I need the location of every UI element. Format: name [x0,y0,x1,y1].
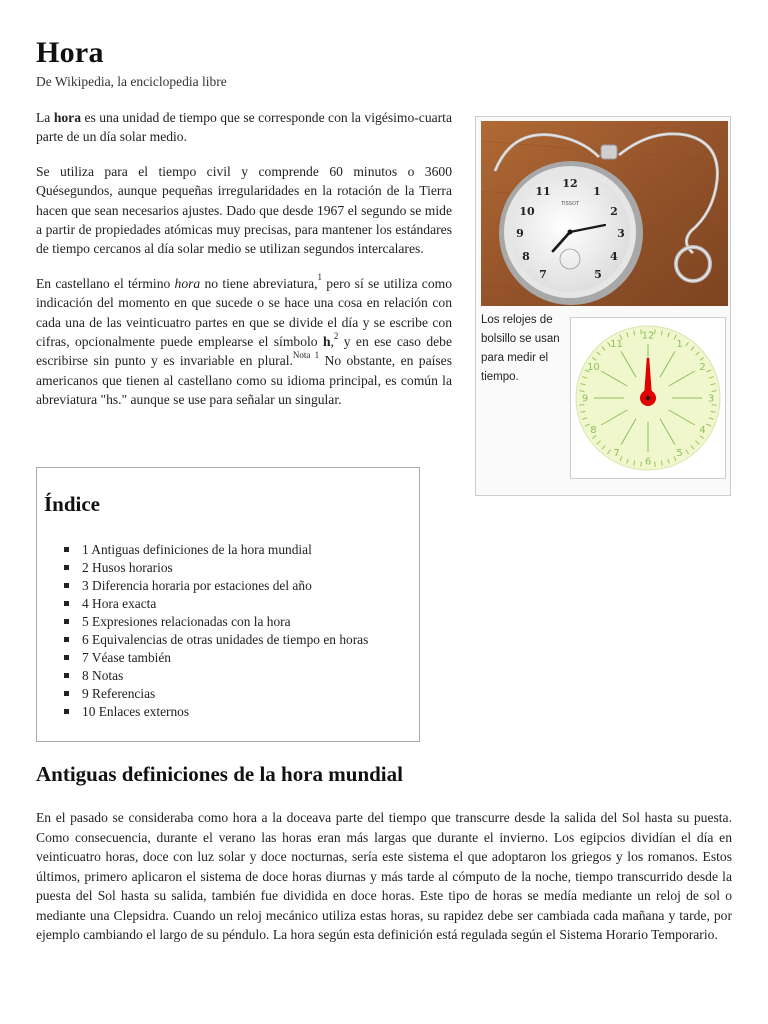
photo-numeral-10: 10 [519,205,535,218]
photo-numeral-9: 9 [516,227,524,240]
clock-number: 12 [641,330,655,342]
infobox-caption: Los relojes de bolsillo se usan para medir el tiempo. [481,314,560,383]
toc-item[interactable]: 4 Hora exacta [37,595,368,613]
toc-item[interactable]: 1 Antiguas definiciones de la hora mundial [37,541,368,559]
intro-text: La [36,110,54,125]
clock-diagram-frame [570,317,726,479]
term-italic: hora [174,275,201,291]
intro-text: No obstante, en países americanos que tienen al castellano como su idioma principal, es común la abreviatura "hs." aunque se use para señalar un singular. [36,353,452,408]
clock-number: 5 [676,448,683,460]
photo-numeral-8: 8 [522,250,530,263]
clock-number: 10 [587,362,600,373]
reference-link-1[interactable]: 1 [317,272,323,283]
clock-number: 8 [590,425,597,436]
clock-number: 9 [581,393,589,405]
photo-numeral-5: 5 [594,268,602,281]
clock-diagram[interactable] [571,318,725,478]
term-bold: hora [53,110,81,125]
clock-number: 6 [644,456,652,468]
clock-number: 4 [699,425,706,436]
intro-text: , [330,334,334,350]
intro-paragraph-2: Se utiliza para el tiempo civil y comprende 60 minutos o 3600 Quésegundos, aunque pequeñas irregularidades en la rotación de la Tierra hacen que sean necesarios ajustes. Dado que desde 1967 el segundo se mide a partir de propiedades atómicas muy precisas, para mantener los estándares de tiempo cercanos al día solar medio se utilizan segundos intercalares. [36,163,452,257]
toc-item[interactable]: 3 Diferencia horaria por estaciones del año [37,577,368,595]
clock-tick [712,405,717,406]
pocket-watch-image[interactable] [481,121,728,306]
note-link-1[interactable]: Nota 1 [292,349,320,360]
symbol-bold: h [322,334,331,350]
toc-item[interactable]: 8 Notas [37,667,368,685]
clock-tick [579,405,584,406]
toc-item[interactable]: 9 Referencias [37,685,368,703]
photo-numeral-4: 4 [610,250,618,263]
section-paragraph: En el pasado se consideraba como hora a la doceava parte del tiempo que transcurre desde la salida del Sol hasta su puesta. Como consecuencia, durante el verano las horas eran más largas que durante el invierno. Los egipcios dividían el día en veinticuatro horas, doce con luz solar y doce nocturnas, sería este sistema el que adoptaron los griegos y los romanos. Estos últimos, primero aplicaron el sistema de doce horas diurnas y más tarde al cómputo de la noche, tiempo transcurrido desde la puesta del Sol hasta su salida, también fue dividida en doce horas. Este tipo de horas se medía mediante un reloj de sol o mediante una Clepsidra. Cuando un reloj mecánico utiliza estas horas, su rapidez debe ser cambiada cada mañana y tarde, por ejemplo cambiando el largo de su péndulo. La hora según esta definición está regulada según el Sistema Horario Temporario. [36,810,732,942]
clock-number: 3 [707,393,715,405]
clock-number: 2 [699,362,706,373]
page-title: Hora [36,36,104,69]
toc-item[interactable]: 2 Husos horarios [37,559,368,577]
clock-number: 1 [676,338,683,350]
clock-pin [646,396,650,400]
intro-text: no tiene abreviatura, [200,275,318,291]
photo-brand: TISSOT [561,201,579,207]
toc-heading: Índice [44,492,101,516]
toc-list [37,541,368,721]
toc-item[interactable]: 5 Expresiones relacionadas con la hora [37,613,368,631]
photo-numeral-2: 2 [610,205,618,218]
intro-paragraph-1 [36,108,452,147]
photo-numeral-3: 3 [617,227,625,240]
intro-text: En castellano el término [36,275,175,291]
page-subtitle: De Wikipedia, la enciclopedia libre [36,74,227,89]
clock-tick [579,391,584,392]
clock-number: 7 [613,448,620,460]
table-of-contents [36,467,420,742]
photo-numeral-7: 7 [539,268,547,281]
clock-tick [655,329,656,334]
photo-numeral-11: 11 [535,185,551,198]
toc-item[interactable]: 7 Véase también [37,649,368,667]
toc-item[interactable]: 6 Equivalencias de otras unidades de tiempo en horas [37,631,368,649]
reference-link-2[interactable]: 2 [333,330,339,341]
intro-paragraph-3 [36,274,452,410]
intro-text: es una unidad de tiempo que se corresponde con la vigésimo-cuarta parte de un día solar medio. [36,110,452,145]
clock-number: 11 [610,338,623,350]
toc-item[interactable]: 10 Enlaces externos [37,703,368,721]
intro-text: pero sí se utiliza como indicación del momento en que sucede o se hace una cosa en relación con cada una de las veinticuatro partes en que se divide el día y se escribe con cifras, opcionalmente puede emplearse el símbolo [36,275,452,350]
intro-column [36,108,452,425]
clock-tick [655,462,656,467]
clock-tick [641,462,642,467]
photo-numeral-1: 1 [593,185,601,198]
infobox [475,116,731,496]
clock-tick [712,391,717,392]
intro-text: y en ese caso debe escribirse sin punto y es invariable en plural. [36,334,452,369]
section-heading: Antiguas definiciones de la hora mundial [36,762,403,786]
photo-numeral-12: 12 [562,177,578,190]
